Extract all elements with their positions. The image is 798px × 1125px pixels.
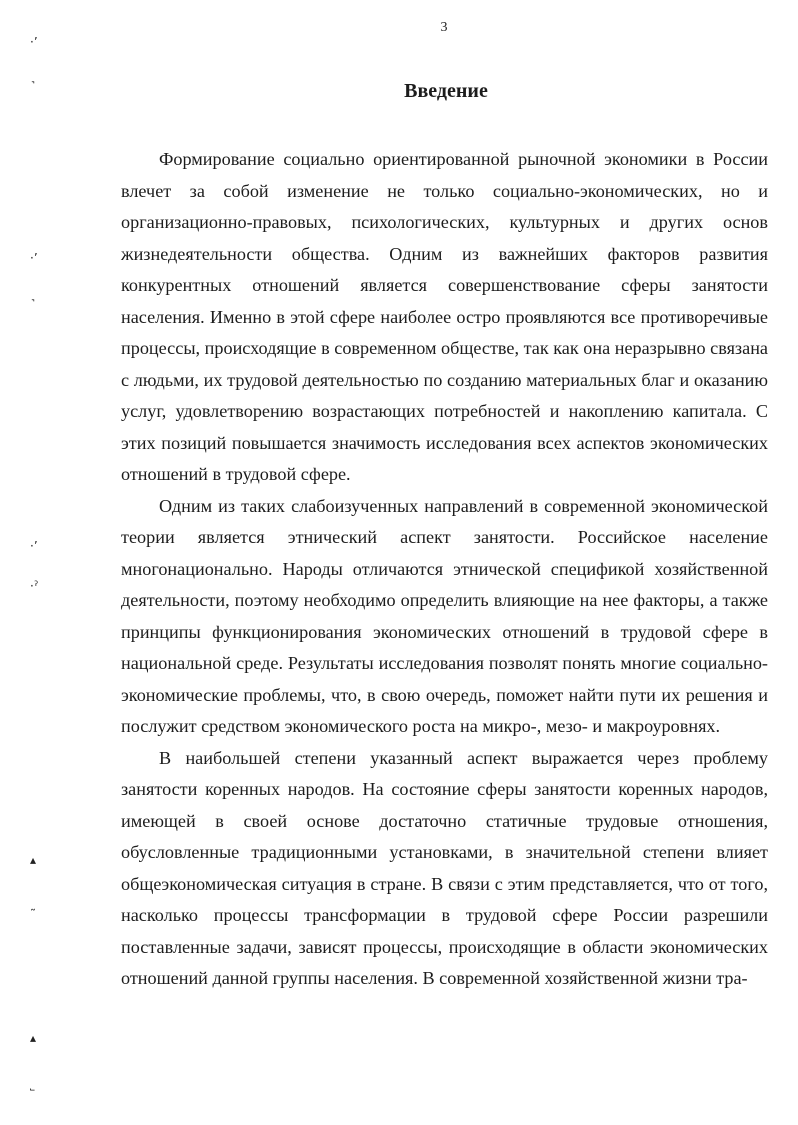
binding-mark: ˷ — [30, 897, 36, 911]
binding-mark: ·ˀ — [30, 579, 39, 593]
page-title: Введение — [404, 80, 488, 102]
binding-mark: ˺ — [31, 297, 35, 311]
binding-mark: ˾ — [30, 1077, 35, 1091]
binding-mark: ·’ — [30, 251, 38, 265]
document-body — [121, 144, 768, 995]
page-number: 3 — [440, 20, 448, 35]
paragraph-2: Одним из таких слабоизученных направлений в современной экономической теории является этнический аспект занятости. Российское население многонационально. Народы отличаются этнической спецификой хозяйственной деятельности, поэтому необходимо определить влияющие на нее факторы, а также принципы функционирования экономических отношений в трудовой сфере в национальной среде. Результаты исследования позволят понять многие социально-экономические проблемы, что, в свою очередь, поможет найти пути их решения и послужит средством экономического роста на микро-, мезо- и макроуровнях. — [121, 495, 768, 736]
binding-mark: ˺ — [31, 79, 35, 93]
binding-mark: ·’ — [30, 539, 38, 553]
binding-mark: ·’ — [30, 35, 38, 49]
paragraph-1: Формирование социально ориентированной рыночной экономики в России влечет за собой изменение не только социально-экономических, но и организационно-правовых, психологических, культурных и других основ жизнедеятельности общества. Одним из важнейших факторов развития конкурентных отношений является совершенствование сферы занятости населения. Именно в этой сфере наиболее остро проявляются все противоречивые процессы, происходящие в современном обществе, так как она неразрывно связана с людьми, их трудовой деятельностью по созданию материальных благ и оказанию услуг, удовлетворению возрастающих потребностей и накоплению капитала. С этих позиций повышается значимость исследования всех аспектов экономических отношений в трудовой сфере. — [121, 149, 768, 484]
paragraph-3: В наибольшей степени указанный аспект выражается через проблему занятости коренных народов. На состояние сферы занятости коренных народов, имеющей в своей основе достаточно статичные трудовые отношения, обусловленные традиционными установками, в значительной степени влияет общеэкономическая ситуация в стране. В связи с этим представляется, что от того, насколько процессы трансформации в трудовой сфере России разрешили поставленные задачи, зависят процессы, происходящие в области экономических отношений данной группы населения. В современной хозяйственной жизни тра- — [121, 747, 768, 988]
binding-mark: ▴ — [30, 853, 37, 867]
binding-mark: ▴ — [30, 1031, 37, 1045]
